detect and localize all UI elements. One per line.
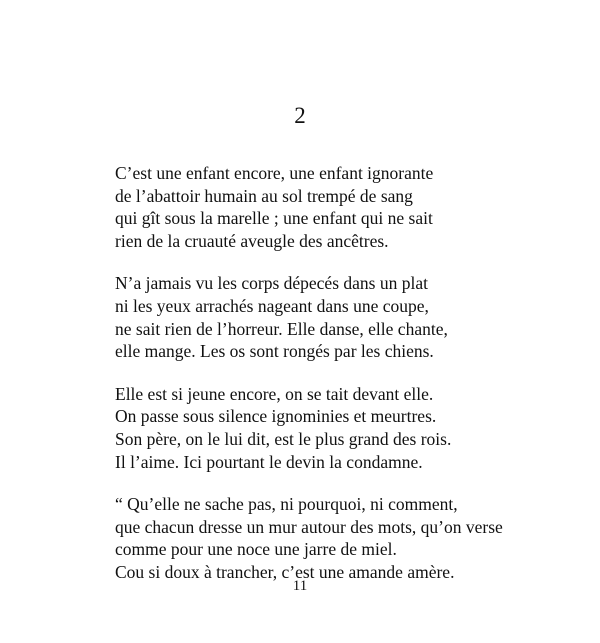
page-number: 11 xyxy=(292,578,308,594)
poem-line: ne sait rien de l’horreur. Elle danse, elle chante, xyxy=(115,318,448,339)
poem xyxy=(115,162,555,604)
poem-line: comme pour une noce une jarre de miel. xyxy=(115,539,397,560)
poem-line: “ Qu’elle ne sache pas, ni pourquoi, ni comment, xyxy=(115,494,458,515)
poem-line: Son père, on le lui dit, est le plus grand des rois. xyxy=(115,428,452,449)
poem-line: que chacun dresse un mur autour des mots, qu’on verse xyxy=(115,516,503,537)
poem-line: Elle est si jeune encore, on se tait devant elle. xyxy=(115,383,434,404)
stanza-4 xyxy=(115,493,555,583)
poem-line: Cou si doux à trancher, c’est une amande amère. xyxy=(115,561,455,582)
stanza-1 xyxy=(115,162,555,252)
stanza-3 xyxy=(115,383,555,473)
poem-line: ni les yeux arrachés nageant dans une coupe, xyxy=(115,295,429,316)
poem-line: de l’abattoir humain au sol trempé de sang xyxy=(115,185,413,206)
poem-line: rien de la cruauté aveugle des ancêtres. xyxy=(115,230,389,251)
section-number: 2 xyxy=(294,103,306,128)
poem-line: C’est une enfant encore, une enfant ignorante xyxy=(115,163,434,183)
poem-line: elle mange. Les os sont rongés par les chiens. xyxy=(115,341,434,362)
poem-line: qui gît sous la marelle ; une enfant qui ne sait xyxy=(115,208,433,229)
stanza-2 xyxy=(115,272,555,362)
poem-line: N’a jamais vu les corps dépecés dans un plat xyxy=(115,273,428,294)
poem-line: Il l’aime. Ici pourtant le devin la condamne. xyxy=(115,451,423,472)
poem-line: On passe sous silence ignominies et meurtres. xyxy=(115,406,437,427)
